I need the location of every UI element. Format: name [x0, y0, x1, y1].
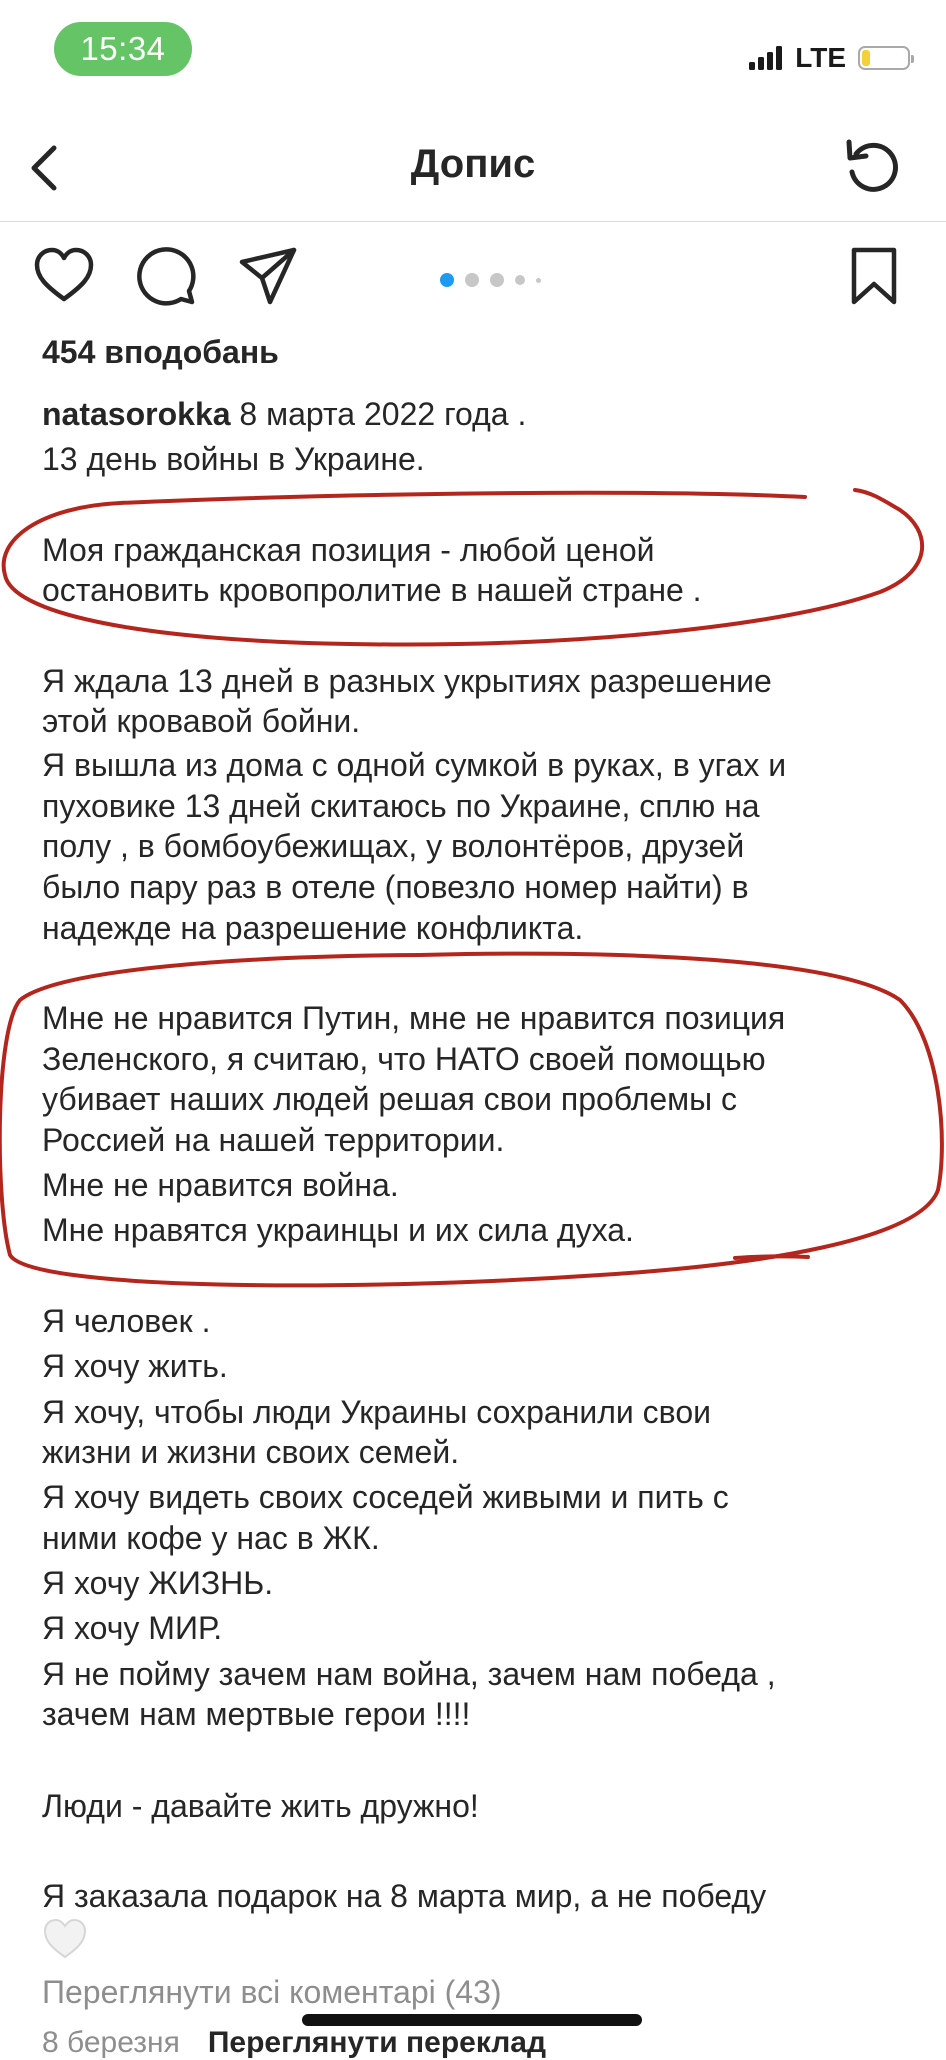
caption-line: полу , в бомбоубежищах, у волонтёров, друзей — [42, 828, 745, 864]
comment-button[interactable] — [134, 244, 198, 308]
username[interactable]: natasorokka — [42, 396, 231, 432]
caption-line: Мне не нравится война. — [42, 1167, 399, 1203]
translate-link[interactable]: Переглянути переклад — [207, 2026, 547, 2059]
caption-line: Я хочу, чтобы люди Украины сохранили свои — [42, 1394, 711, 1430]
caption-line: Люди - давайте жить дружно! — [42, 1788, 479, 1824]
like-count[interactable]: 454 вподобань — [42, 334, 279, 370]
battery-icon — [858, 46, 910, 70]
comment-icon — [134, 244, 198, 308]
white-heart-emoji-icon — [42, 1916, 88, 1962]
caption-line: 13 день войны в Украине. — [42, 441, 425, 477]
caption-line: Я вышла из дома с одной сумкой в руках, в угах и — [42, 747, 787, 783]
caption-line: Я хочу ЖИЗНЬ. — [42, 1565, 274, 1601]
caption-line: зачем нам мертвые герои !!!! — [42, 1696, 471, 1732]
share-icon — [236, 244, 300, 308]
caption-line: Моя гражданская позиция - любой ценой — [42, 532, 655, 568]
caption-line: Я человек . — [42, 1303, 211, 1339]
caption-line: Я заказала подарок на 8 марта мир, а не победу — [42, 1878, 767, 1914]
post-header — [0, 118, 946, 222]
caption-header — [42, 394, 526, 434]
caption-line: надежде на разрешение конфликта. — [42, 910, 584, 946]
status-indicators — [749, 40, 910, 76]
carousel-indicator — [440, 273, 552, 287]
caption-line: Я ждала 13 дней в разных укрытиях разрешение — [42, 663, 772, 699]
caption-line: Россией на нашей территории. — [42, 1122, 505, 1158]
caption-line: Зеленского, я считаю, что НАТО своей помощью — [42, 1041, 766, 1077]
post-meta — [42, 2026, 546, 2060]
carousel-dot — [536, 278, 541, 283]
heart-icon — [32, 244, 96, 308]
caption-line: убивает наших людей решая свои проблемы с — [42, 1081, 738, 1117]
carousel-dot-active — [440, 273, 454, 287]
signal-icon — [749, 46, 785, 70]
post-date: 8 березня — [42, 2026, 180, 2059]
page-title: Допис — [410, 142, 536, 186]
view-comments-link[interactable]: Переглянути всі коментарі (43) — [42, 1974, 502, 2010]
caption-line: жизни и жизни своих семей. — [42, 1434, 460, 1470]
carousel-dot — [465, 273, 479, 287]
caption-line: пуховике 13 дней скитаюсь по Украине, сплю на — [42, 788, 760, 824]
caption-line: Мне не нравится Путин, мне не нравится позиция — [42, 1000, 786, 1036]
refresh-button[interactable] — [840, 134, 906, 200]
carousel-dot — [490, 273, 504, 287]
caption-line: Мне нравятся украинцы и их сила духа. — [42, 1212, 634, 1248]
status-time: 15:34 — [54, 22, 192, 76]
refresh-icon — [840, 134, 906, 200]
caption-line: Я хочу жить. — [42, 1348, 228, 1384]
caption-line: Я хочу МИР. — [42, 1610, 223, 1646]
carousel-dot — [515, 275, 525, 285]
home-indicator[interactable] — [302, 2014, 642, 2026]
caption-line: Я хочу видеть своих соседей живыми и пить с — [42, 1479, 729, 1515]
save-button[interactable] — [842, 244, 906, 308]
post-actions — [0, 236, 946, 316]
like-button[interactable] — [32, 244, 96, 308]
caption-line: этой кровавой бойни. — [42, 703, 361, 739]
caption-line: остановить кровопролитие в нашей стране . — [42, 572, 702, 608]
caption-line: было пару раз в отеле (повезло номер найти) в — [42, 869, 749, 905]
network-label: LTE — [795, 42, 846, 73]
caption-line: Я не пойму зачем нам война, зачем нам победа , — [42, 1656, 776, 1692]
caption-line: 8 марта 2022 года . — [230, 396, 527, 432]
caption-line: ними кофе у нас в ЖК. — [42, 1520, 380, 1556]
bookmark-icon — [842, 244, 906, 308]
share-button[interactable] — [236, 244, 300, 308]
